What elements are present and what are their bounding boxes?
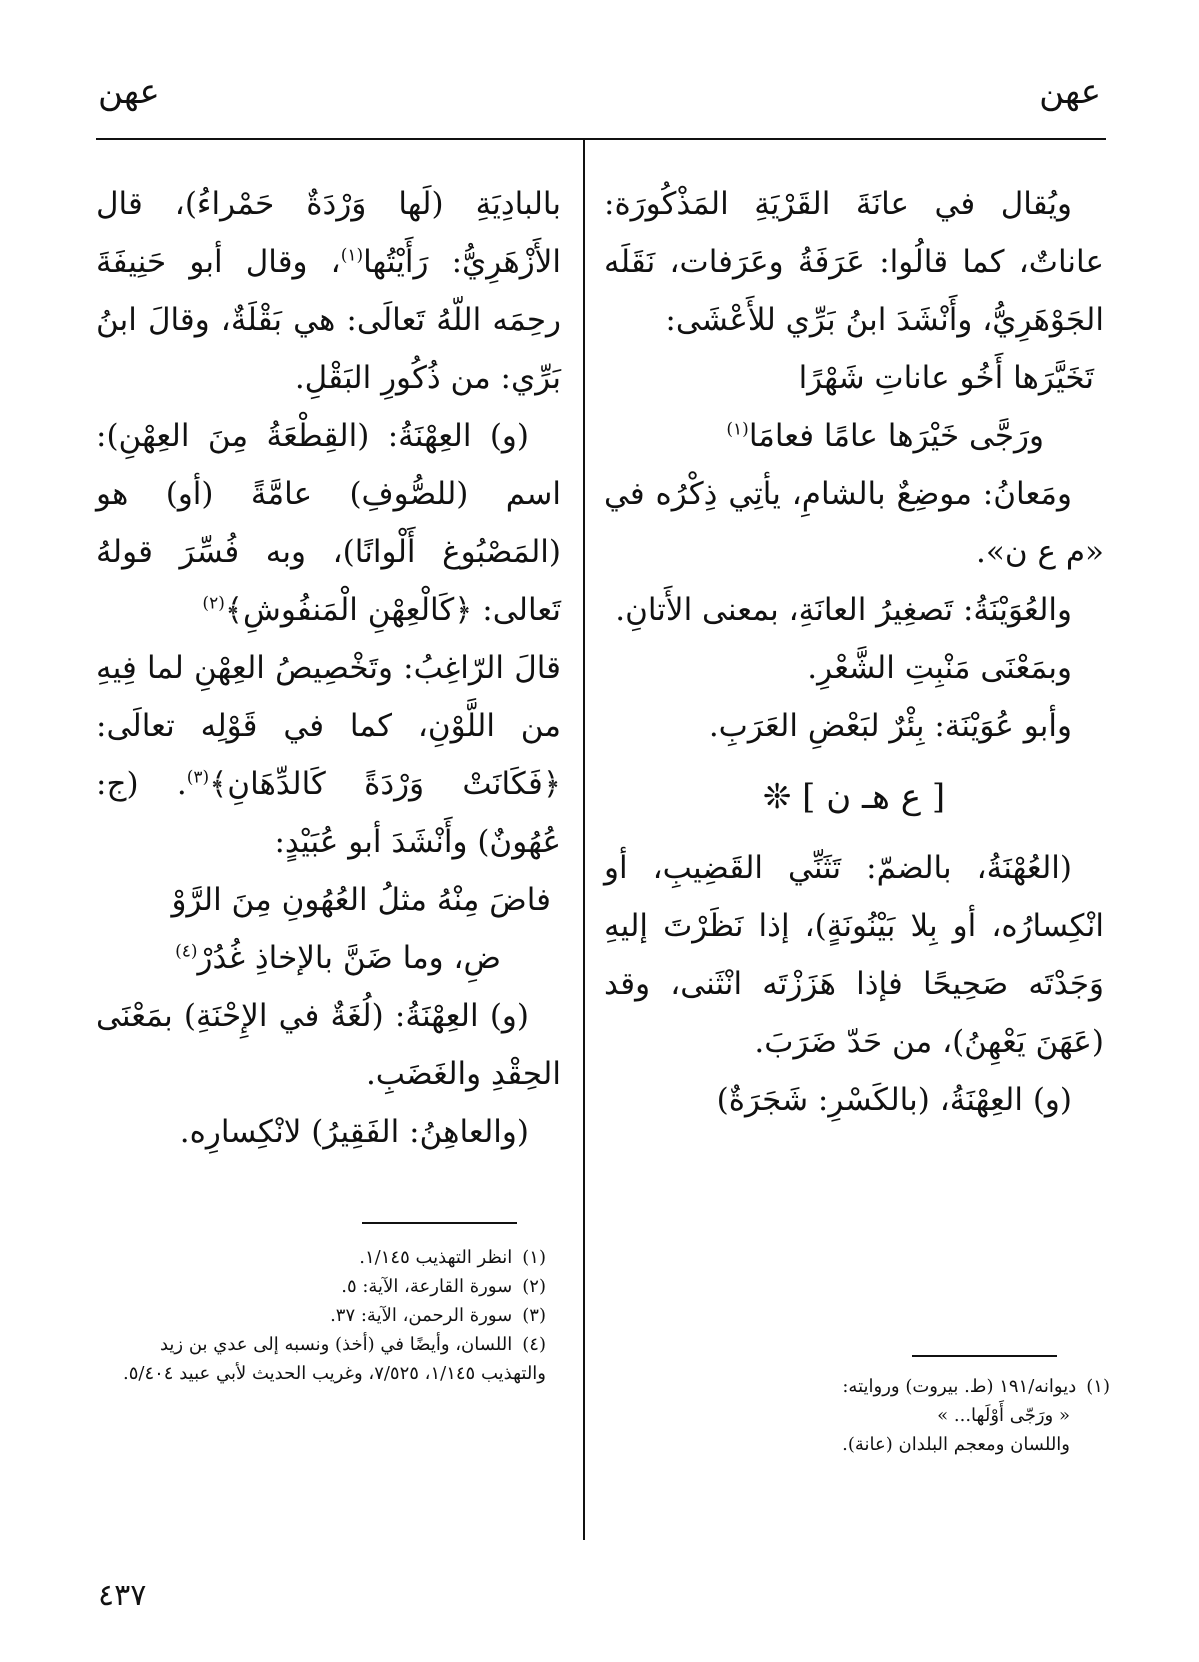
footnote-rule-left [362,1222,517,1224]
footnote-item [96,1330,546,1388]
footnote-item [700,1401,1110,1430]
paragraph-ana-plural: ويُقال في عانَةَ القَرْيَةِ المَذْكُورَة: عاناتٌ، كما قالُوا: عَرَفَةُ وعَرَفات، نَقَلَه الجَوْهَرِيُّ، وأَنْشَدَ ابنُ بَرِّي للأَعْشَى: [604,186,1104,338]
footnote-ref-l4: (٤) [175,941,198,962]
footnote-text: سورة القارعة، الآية: ٥. [341,1276,513,1297]
footnote-number: (١) [522,1247,546,1268]
footnote-number: (٢) [522,1276,546,1297]
paragraph-raghib-a: قالَ الرّاغِبُ: وتَخْصِيصُ العِهْنِ لما فِيهِ من اللَّوْنِ، كما في قَوْلِه تعالَى: ﴿فَكَانَتْ وَرْدَةً كَالدِّهَانِ﴾ [96,650,561,802]
paragraph-uwayna: والعُوَيْنَةُ: تَصغِيرُ العانَةِ، بمعنى الأَتانِ. [615,592,1072,628]
paragraph-raghib-b: . (ج: عُهُونٌ) وأَنْشَدَ أبو عُبَيْدٍ: [96,766,561,860]
footnote-item [700,1372,1110,1401]
verse-line-l2-text: ضِ، وما ضَنَّ بالإخاذِ غُدُرْ [197,940,501,976]
entry-heading: [ ع هـ ن ] ❊ [762,777,946,817]
verse-line-2-text: ورَجَّى خَيْرَها عامًا فعامَا [748,418,1044,454]
footnote-text: سورة الرحمن، الآية: ٣٧. [330,1305,513,1326]
footnote-number: (١) [1086,1376,1110,1397]
verse-line-l1: فاضَ مِنْهُ مثلُ العُهُونِ مِنَ الرَّوْ [171,882,551,918]
paragraph-raghib [96,639,561,871]
header-rule [96,138,1106,140]
footnote-ref-l1: (١) [340,245,364,266]
paragraph-qita [96,407,561,639]
footnotes-left [96,1243,546,1388]
running-head-right: عهن [1039,72,1101,112]
footnote-text: « ورَجّى أَوْلَها... » [937,1405,1070,1426]
footnote-item [96,1243,546,1272]
footnote-text: انظر التهذيب ١/١٤٥. [359,1247,513,1268]
paragraph-abu-uwayna: وأبو عُوَيْنَة: بِئْرٌ لبَعْضِ العَرَبِ. [708,708,1072,744]
footnote-item [96,1272,546,1301]
paragraph-ihna-tree: (و) العِهْنَةُ، (بالكَسْرِ: شَجَرَةٌ) [716,1082,1072,1118]
right-column [604,175,1104,1129]
page-number: ٤٣٧ [98,1578,147,1613]
footnote-ref-1: (١) [726,419,749,440]
footnote-item [700,1430,1110,1459]
paragraph-uhna: (العُهْنَةُ، بالضمّ: تَثَنِّي القَضِيبِ، أو انْكِسارُه، أو بِلا بَيْنُونَةٍ)، إذا نَظَرْتَ إليهِ وَجَدْتَه صَحِيحًا فإذا هَزَزْتَه انْثَنى، وقد (عَهَنَ يَعْهِنُ)، من حَدّ ضَرَبَ. [604,850,1104,1060]
footnote-item [96,1301,546,1330]
left-column [96,175,561,1161]
running-head-left: عهن [98,72,160,112]
footnote-text: اللسان، وأيضًا في (أخذ) ونسبه إلى عدي بن زيد والتهذيب ١/١٤٥، ٧/٥٢٥، وغريب الحديث لأبي عبيد ٥/٤٠٤. [123,1334,546,1384]
paragraph-badiya-b: ، وقال أبو حَنِيفَةَ رحِمَه اللّهُ تَعالَى: هي بَقْلَةٌ، وقالَ ابنُ بَرِّي: من ذُكُورِ البَقْلِ. [96,244,561,396]
paragraph-qita-text: (و) العِهْنَةُ: (القِطْعَةُ مِنَ العِهْنِ): اسم (للصُّوفِ) عامَّةً (أو) هو (المَصْبُوغ أَلْوانًا)، وبه فُسِّرَ قولهُ تَعالى: ﴿كَالْعِهْنِ الْمَنفُوشِ﴾ [96,418,561,628]
column-divider [583,140,585,1540]
footnote-ref-l3: (٣) [186,767,210,788]
paragraph-ihna: (و) العِهْنَةُ: (لُغَةٌ في الإِحْنَةِ) بمَعْنَى الحِقْدِ والغَضَبِ. [96,998,561,1092]
footnote-number: (٣) [522,1305,546,1326]
verse-line-l2 [96,929,561,987]
footnote-text: ديوانه/١٩١ (ط. بيروت) وروايته: [842,1376,1077,1397]
footnote-number: (٤) [522,1334,546,1355]
paragraph-badiya-a: بالبادِيَةِ (لَها وَرْدَةٌ حَمْراءُ)، قال الأَزْهَرِيُّ: رَأَيْتُها [96,186,561,280]
footnote-ref-l2: (٢) [202,593,225,614]
verse-line-1: تَخَيَّرَها أَخُو عاناتِ شَهْرًا [798,360,1094,396]
verse-line-2 [604,407,1104,465]
footnotes-right [700,1372,1110,1459]
paragraph-maan: ومَعانُ: موضِعٌ بالشامِ، يأتِي ذِكْرُه في «م ع ن». [604,476,1104,570]
footnote-rule-right [912,1355,1057,1357]
paragraph-manbit: وبمَعْنَى مَنْبِتِ الشَّعْرِ. [807,650,1072,686]
footnote-text: واللسان ومعجم البلدان (عانة). [842,1434,1070,1455]
paragraph-badiya [96,175,561,407]
paragraph-aahin: (والعاهِنُ: الفَقِيرُ) لانْكِسارِه. [179,1114,529,1150]
